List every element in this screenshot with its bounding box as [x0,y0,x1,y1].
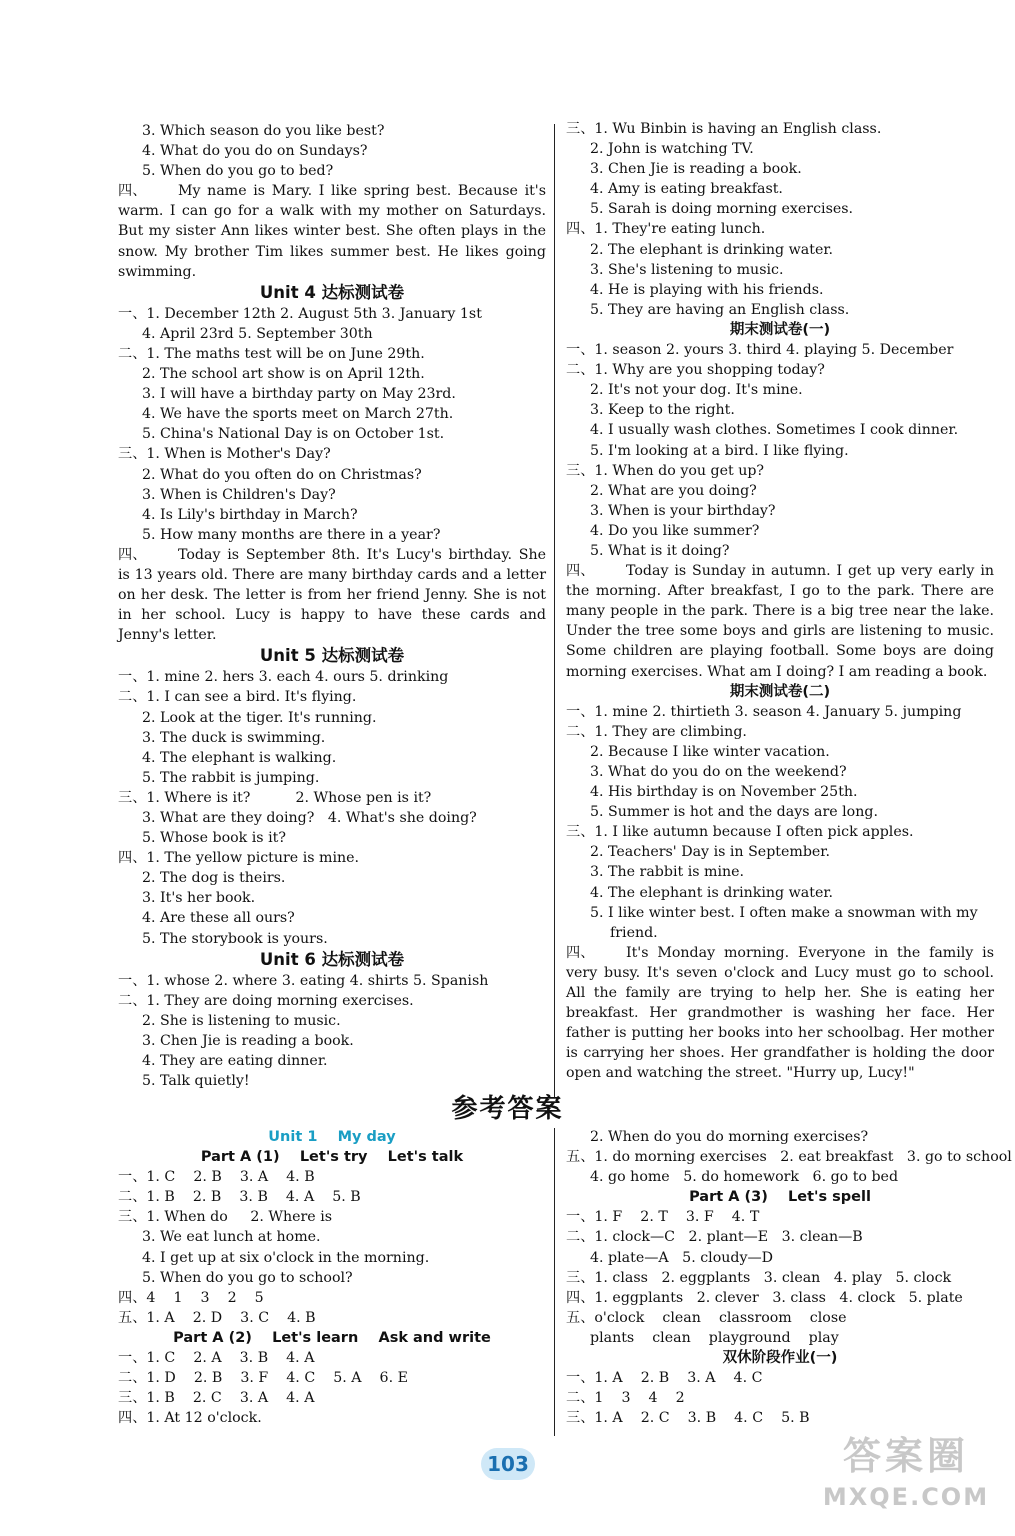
text-line: 4. I get up at six o'clock in the morning. [142,1249,430,1266]
column-divider-bottom [554,1128,555,1436]
text-line: 4. He is playing with his friends. [590,281,824,298]
text-line: 4. Do you like summer? [590,522,760,539]
text-line: 四、1. They're eating lunch. [566,221,766,238]
text-line: 一、1. F 2. T 3. F 4. T [566,1209,760,1226]
text-line: 2. It's not your dog. It's mine. [590,382,803,399]
text-line: 二、1. I can see a bird. It's flying. [118,689,357,706]
text-line: 5. Summer is hot and the days are long. [590,804,878,821]
section-marker: 四、 [118,183,147,200]
text-line: 3. The duck is swimming. [142,729,326,746]
text-line: 四、4 1 3 2 5 [118,1289,264,1306]
text-line: 二、1. The maths test will be on June 29th. [118,345,425,362]
text-line: 二、1. D 2. B 3. F 4. C 5. A 6. E [118,1370,408,1387]
section-marker: 四、 [118,546,147,563]
text-line: 5. The storybook is yours. [142,930,328,947]
text-line: 3. Which season do you like best? [142,123,385,139]
text-line: 一、1. A 2. B 3. A 4. C [566,1370,763,1387]
left-column [118,121,546,1091]
text-line: 3. Keep to the right. [590,402,735,419]
text-line: 4. April 23rd 5. September 30th [142,325,373,342]
text-line: 三、1. When do 2. Where is [118,1209,333,1226]
text-line: 2. Look at the tiger. It's running. [142,709,377,726]
text-line: 4. His birthday is on November 25th. [590,784,858,801]
watermark-logo [806,1430,1006,1530]
text-line: 2. John is watching TV. [590,141,754,158]
text-line: 二、1. B 2. B 3. B 4. A 5. B [118,1189,361,1206]
text-line: 2. Because I like winter vacation. [590,743,830,760]
text-line: 4. Amy is eating breakfast. [590,181,783,198]
text-line: friend. [610,924,658,941]
text-line: 四、1. At 12 o'clock. [118,1410,262,1427]
text-line: 3. It's her book. [142,890,256,907]
text-line: 3. Chen Jie is reading a book. [142,1032,354,1049]
text-line: 3. What are they doing? 4. What's she doing? [142,810,477,826]
answer-key-banner: 参考答案 [451,1094,564,1124]
unit6-title: Unit 6 达标测试卷 [259,949,405,969]
part-a2-title: Part A (2) Let's learn Ask and write [173,1329,491,1346]
bottom-left-column [118,1127,546,1428]
text-line: 5. The rabbit is jumping. [142,769,320,786]
text-line: 2. When do you do morning exercises? [590,1129,869,1145]
column-divider [554,124,555,1098]
unit4-title: Unit 4 达标测试卷 [259,282,405,302]
text-line: 一、1. whose 2. where 3. eating 4. shirts 5. Spanish [118,972,489,989]
text-line: 3. We eat lunch at home. [142,1229,321,1246]
text-line: 5. Whose book is it? [142,830,286,847]
right-column [566,119,994,1084]
text-line: 3. What do you do on the weekend? [590,764,847,780]
text-line: 4. The elephant is drinking water. [590,884,834,901]
text-line: 3. She's listening to music. [590,261,784,278]
final-test-2-title: 期末测试卷(二) [729,683,831,700]
text-line: 四、1. eggplants 2. clever 3. class 4. clock 5. plate [566,1289,963,1306]
weekend-homework-title: 双休阶段作业(一) [722,1350,838,1367]
text-line: 4. What do you do on Sundays? [142,143,368,160]
passage: 四、 Today is Sunday in autumn. I get up very early in the morning. After breakfast, I go to the park. There are many people in the park. There is a big tree near the lake. Under the tree some boys and girls are listening to music. Some children are playing football. Some boys are doing morning exercises. What am I doing? I am reading a book. [566,563,994,680]
watermark-domain: MXQE.COM [822,1483,990,1511]
text-line: 二、1. They are doing morning exercises. [118,992,414,1009]
text-line: 一、1. mine 2. hers 3. each 4. ours 5. drinking [118,669,449,686]
text-line: 4. go home 5. do homework 6. go to bed [590,1169,899,1186]
text-line: 一、1. season 2. yours 3. third 4. playing 5. December [566,342,954,359]
text-line: 五、1. A 2. D 3. C 4. B [118,1309,316,1326]
watermark-text: 答案圈 [842,1434,969,1478]
text-line: 5. Sarah is doing morning exercises. [590,201,854,218]
passage: 四、 My name is Mary. I like spring best. Because it's warm. I can go for a walk with my mother on Saturdays. But my sister Ann likes winter best. She often plays in the snow. My brother Tim likes summer best. He likes going swimming. [118,183,546,280]
text-line: 4. Are these all ours? [142,910,295,927]
text-line: 2. She is listening to music. [142,1012,341,1029]
text-line: 三、1. Wu Binbin is having an English class. [566,121,882,137]
text-line: 三、1. Where is it? 2. Whose pen is it? [118,789,432,806]
text-line: 3. I will have a birthday party on May 23rd. [142,386,456,403]
section-marker: 四、 [566,563,595,580]
text-line: 三、1. I like autumn because I often pick apples. [566,824,914,841]
text-line: 一、1. C 2. A 3. B 4. A [118,1350,315,1367]
part-a1-title: Part A (1) Let's try Let's talk [200,1149,464,1166]
unit1-title: Unit 1 My day [268,1129,396,1145]
text-line: 三、1. B 2. C 3. A 4. A [118,1390,315,1407]
text-line: 2. The school art show is on April 12th. [142,366,425,383]
text-line: 三、1. When do you get up? [566,462,765,479]
text-line: 五、1. do morning exercises 2. eat breakfast 3. go to school [566,1149,1012,1166]
text-line: 二、1 3 4 2 [566,1390,685,1407]
text-line: 4. Is Lily's birthday in March? [142,506,358,523]
text-line: 4. plate—A 5. cloudy—D [590,1249,774,1266]
bottom-right-column [566,1127,1012,1428]
text-line: 3. Chen Jie is reading a book. [590,161,802,178]
text-line: 4. The elephant is walking. [142,749,337,766]
text-line: 二、1. They are climbing. [566,723,747,740]
text-line: 4. We have the sports meet on March 27th. [142,406,454,423]
text-line: 4. They are eating dinner. [142,1053,328,1070]
unit5-title: Unit 5 达标测试卷 [259,646,405,666]
passage: 四、 It's Monday morning. Everyone in the family is very busy. It's seven o'clock and Lucy must go to school. All the family are trying to help her. She is eating her breakfast. Her grandmother is washing her face. Her father is putting her books into her schoolbag. Her mother is carrying her shoes. Her grandfather is holding the door open and watching the street. "Hurry up, Lucy!" [566,944,994,1082]
text-line: 2. The dog is theirs. [142,870,286,887]
text-line: 2. The elephant is drinking water. [590,241,834,258]
text-line: 2. What are you doing? [590,482,757,499]
final-test-1-title: 期末测试卷(一) [729,321,831,338]
text-line: 5. They are having an English class. [590,301,850,318]
text-line: 一、1. mine 2. thirtieth 3. season 4. January 5. jumping [566,703,962,720]
text-line: 2. What do you often do on Christmas? [142,466,422,483]
part-a3-title: Part A (3) Let's spell [689,1189,871,1206]
text-line: 2. Teachers' Day is in September. [590,844,831,861]
text-line: 二、1. clock—C 2. plant—E 3. clean—B [566,1229,863,1246]
passage: 四、 Today is September 8th. It's Lucy's birthday. She is 13 years old. There are many birthday cards and a letter on her desk. The letter is from her friend Jenny. She is not in her school. Lucy is happy to have these cards and Jenny's letter. [118,546,546,644]
text-line: 5. I'm looking at a bird. I like flying. [590,442,849,459]
text-line: 三、1. A 2. C 3. B 4. C 5. B [566,1410,810,1427]
text-line: 3. When is Children's Day? [142,486,336,503]
text-line: 5. When do you go to bed? [142,163,334,180]
text-line: 一、1. December 12th 2. August 5th 3. January 1st [118,305,482,322]
text-line: 四、1. The yellow picture is mine. [118,850,360,867]
text-line: 3. The rabbit is mine. [590,864,745,881]
text-line: 5. China's National Day is on October 1st. [142,426,445,443]
text-line: 一、1. C 2. B 3. A 4. B [118,1169,315,1186]
text-line: 3. When is your birthday? [590,502,776,519]
text-line: plants clean playground play [590,1329,839,1346]
text-line: 三、1. When is Mother's Day? [118,446,331,463]
text-line: 5. When do you go to school? [142,1269,353,1286]
text-line: 五、o'clock clean classroom close [566,1309,847,1326]
text-line: 三、1. class 2. eggplants 3. clean 4. play 5. clock [566,1269,952,1286]
text-line: 二、1. Why are you shopping today? [566,362,825,379]
text-line: 4. I usually wash clothes. Sometimes I cook dinner. [590,422,959,439]
page-number: 103 [475,1448,541,1480]
text-line: 5. I like winter best. I often make a snowman with my [590,904,978,921]
text-line: 5. Talk quietly! [142,1073,250,1090]
text-line: 5. How many months are there in a year? [142,526,441,543]
section-marker: 四、 [566,944,595,961]
text-line: 5. What is it doing? [590,542,730,559]
